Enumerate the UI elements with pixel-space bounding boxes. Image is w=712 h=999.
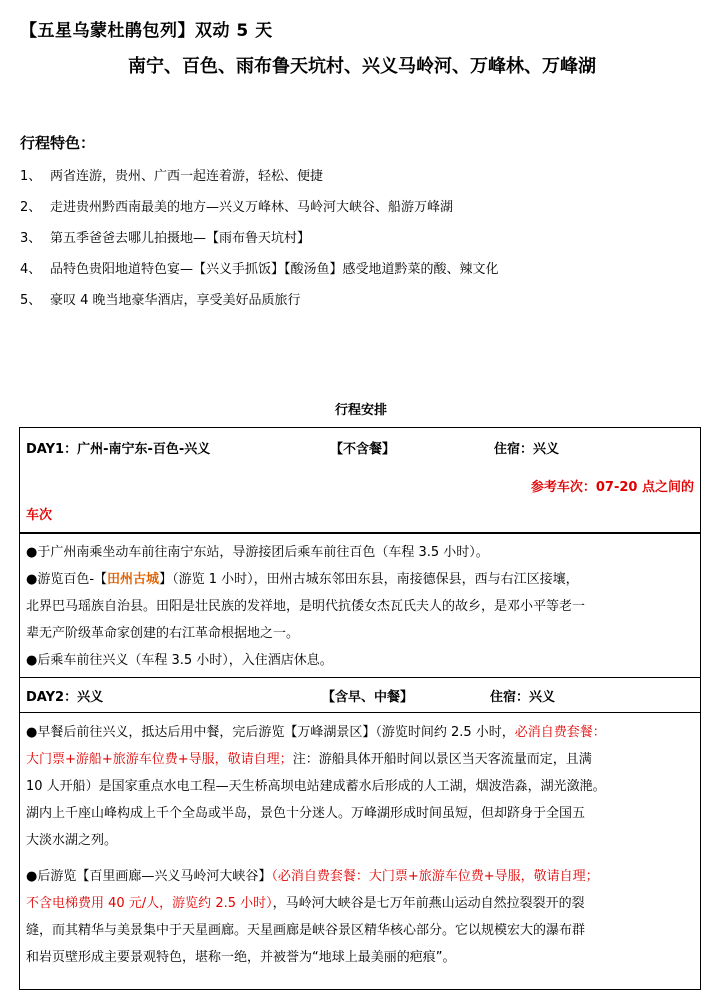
- feature-item: 5、 豪叹 4 晚当地豪华酒店，享受美好品质旅行: [20, 293, 301, 308]
- day2-body: [19, 712, 701, 990]
- day2-stay: 住宿：兴义: [490, 690, 556, 705]
- day1-header: [19, 427, 701, 533]
- day2-line: 不含电梯费用 40 元/人，游览约 2.5 小时），马岭河大峡谷是七万年前燕山运动自然拉裂裂开的裂: [26, 896, 585, 911]
- day1-line: 辈无产阶级革命家创建的右江革命根据地之一。: [26, 626, 300, 641]
- day1-train-note: 参考车次：07-20 点之间的: [530, 480, 694, 495]
- day2-header: [19, 677, 701, 713]
- day2-line: 缝，而其精华与美景集中于天星画廊。天星画廊是峡谷景区精华核心部分。它以规模宏大的瀑布群: [26, 923, 586, 938]
- tianzhou-old-town: 田州古城: [107, 572, 160, 587]
- schedule-heading: 行程安排: [334, 403, 387, 418]
- day1-body: [19, 533, 701, 678]
- day1-line: ●后乘车前往兴义（车程 3.5 小时），入住酒店休息。: [26, 653, 333, 668]
- day2-line: ●早餐后前往兴义，抵达后用中餐，完后游览【万峰湖景区】（游览时间约 2.5 小时，必消自费套餐：: [26, 725, 606, 740]
- features-heading: 行程特色：: [20, 134, 96, 152]
- day1-train-note-cont: 车次: [26, 508, 53, 523]
- feature-item: 2、 走进贵州黔西南最美的地方—兴义万峰林、马岭河大峡谷、船游万峰湖: [20, 200, 454, 215]
- day2-meals: 【含早、中餐】: [322, 690, 414, 705]
- day1-line: 北界巴马瑶族自治县。田阳是壮民族的发祥地，是明代抗倭女杰瓦氏夫人的故乡，是邓小平等老一: [26, 599, 586, 614]
- day1-stay: 住宿：兴义: [494, 442, 560, 457]
- day2-line: 10 人开船）是国家重点水电工程—天生桥高坝电站建成蓄水后形成的人工湖，烟波浩淼，湖光潋滟。: [26, 779, 606, 794]
- day1-line: ●游览百色-【田州古城】（游览 1 小时），田州古城东邻田东县，南接德保县，西与右江区接壤，: [26, 572, 579, 587]
- day2-line: 和岩页壁形成主要景观特色，堪称一绝，并被誉为“地球上最美丽的疤痕”。: [26, 950, 456, 965]
- feature-item: 4、 品特色贵阳地道特色宴—【兴义手抓饭】【酸汤鱼】感受地道黔菜的酸、辣文化: [20, 262, 499, 277]
- day2-line: 湖内上千座山峰构成上千个全岛或半岛，景色十分迷人。万峰湖形成时间虽短，但却跻身于全国五: [26, 806, 586, 821]
- day1-meals: 【不含餐】: [330, 442, 396, 457]
- day2-route: DAY2：兴义: [26, 690, 104, 705]
- day2-line: ●后游览【百里画廊—兴义马岭河大峡谷】（必消自费套餐：大门票+旅游车位费+导服，敬请自理；: [26, 869, 599, 884]
- feature-item: 3、 第五季爸爸去哪儿拍摄地—【雨布鲁天坑村】: [20, 231, 311, 246]
- feature-item: 1、 两省连游，贵州、广西一起连着游，轻松、便捷: [20, 169, 324, 184]
- day1-route: DAY1：广州-南宁东-百色-兴义: [26, 442, 211, 457]
- day1-line: ●于广州南乘坐动车前往南宁东站，导游接团后乘车前往百色（车程 3.5 小时）。: [26, 545, 489, 560]
- day2-line: 大淡水湖之列。: [26, 833, 118, 848]
- doc-title: 【五星乌蒙杜鹃包列】双动 5 天: [20, 21, 273, 41]
- doc-subtitle: 南宁、百色、雨布鲁天坑村、兴义马岭河、万峰林、万峰湖: [128, 56, 596, 77]
- day2-line: 大门票+游船+旅游车位费+导服，敬请自理；注：游船具体开船时间以景区当天客流量而定，且满: [26, 752, 592, 767]
